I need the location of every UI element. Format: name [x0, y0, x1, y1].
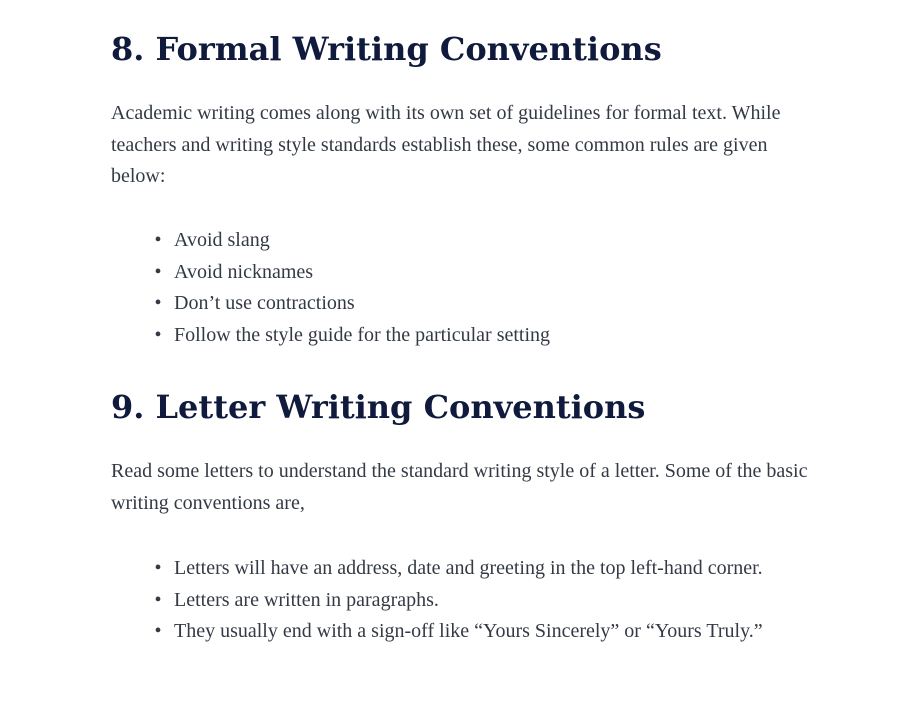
list-item — [111, 616, 823, 648]
section-heading-formal-writing: 8. Formal Writing Conventions — [111, 30, 662, 68]
list-item-text: Avoid slang — [174, 229, 270, 251]
bullet-icon: • — [154, 260, 162, 283]
list-item-text: They usually end with a sign-off like “Yours Sincerely” or “Yours Truly.” — [174, 620, 763, 642]
section-paragraph-formal-writing: Academic writing comes along with its own set of guidelines for formal text. While teachers and writing style standards establish these, some common rules are given below: — [111, 102, 781, 187]
list-item — [111, 225, 823, 257]
bullet-icon: • — [154, 620, 162, 642]
list-item — [111, 257, 823, 289]
list-item-text: Don’t use contractions — [174, 292, 355, 314]
section-heading-letter-writing: 9. Letter Writing Conventions — [111, 388, 646, 426]
list-item — [111, 320, 823, 352]
bullet-icon: • — [154, 292, 162, 314]
bullet-icon: • — [154, 557, 162, 579]
list-item — [111, 288, 823, 320]
bullet-icon: • — [154, 229, 162, 251]
bullet-icon: • — [154, 588, 162, 611]
list-item-text: Letters are written in paragraphs. — [174, 588, 439, 611]
formal-writing-rules-list — [111, 225, 823, 351]
list-item-text: Letters will have an address, date and greeting in the top left-hand corner. — [174, 557, 763, 579]
section-paragraph-letter-writing: Read some letters to understand the standard writing style of a letter. Some of the basic writing conventions are, — [111, 460, 808, 514]
bullet-icon: • — [154, 323, 162, 346]
list-item — [111, 585, 823, 617]
list-item-text: Follow the style guide for the particular setting — [174, 323, 551, 346]
list-item-text: Avoid nicknames — [174, 260, 314, 283]
list-item — [111, 553, 823, 585]
letter-writing-conventions-list — [111, 553, 823, 648]
